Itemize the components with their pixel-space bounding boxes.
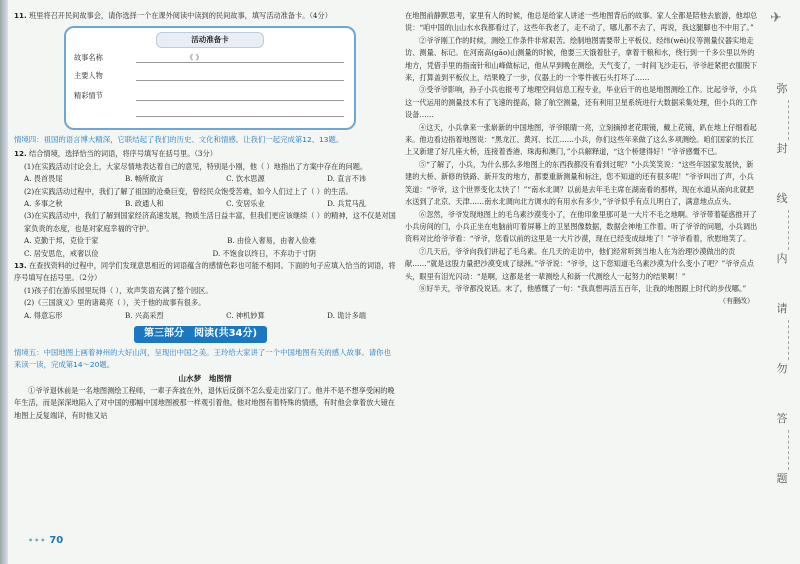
- story-paragraph-continued: 在地图前静默思考，家里有人的时候，他总是给家人讲述一些地图背后的故事。家人全都是陪他去旅游，他却总说：“咱中国的山山水水我都看过了，这些年我老了，走不动了，哪儿都不去了，再说，我这腿脚也不中用了。”: [405, 11, 758, 33]
- option: A. 克勤于邦，克俭于家: [24, 236, 99, 246]
- card-label-plot: 精彩情节: [74, 91, 103, 101]
- question-13: 13. 在查找资料的过程中，同学们发现意思相近的词语蕴含的感情色彩也可能不相同。下面的句子应填入恰当的词语，将序号填写在括号里。（2分）: [14, 261, 396, 283]
- seal-char: 题: [776, 472, 788, 485]
- option: C. 饮水思源: [226, 174, 265, 184]
- option: A. 畏首畏尾: [24, 174, 63, 184]
- seal-dash: [788, 430, 790, 470]
- option: B. 政通人和: [125, 199, 164, 209]
- story-paragraph-8: ⑧好半天，爷爷都没说话。末了，他感慨了一句：“我真想再活五百年，让我的地图跟上时代的步伐哪。”: [419, 283, 747, 293]
- seal-dash: [788, 100, 790, 140]
- option: A. 得意忘形: [24, 310, 63, 320]
- seal-char: 内: [776, 252, 788, 265]
- plot-line-2[interactable]: [136, 116, 344, 117]
- q12-options-2: [14, 198, 396, 210]
- option: A. 多事之秋: [24, 199, 63, 209]
- seal-line-sidebar: [770, 60, 794, 500]
- q13-options: [14, 310, 396, 322]
- context-4: 情境四：祖国的语言博大精深，它联结起了我们的历史、文化和情感。让我们一起完成第12、13题。: [14, 135, 344, 145]
- card-title: 活动准备卡: [156, 32, 264, 48]
- q12-sentence-3: (3)在实践活动中，我们了解到国家经济高速发展，物质生活日益丰富，但我们更应该继续（ ）的精神，这不仅是对国家负责的态度，也是对家庭幸福的守护。: [24, 211, 396, 233]
- seal-char: 答: [776, 412, 788, 425]
- q12-options-1: [14, 173, 396, 185]
- seal-dash: [788, 320, 790, 360]
- seal-char: 弥: [776, 82, 788, 95]
- option: B. 由俭入奢易，由奢入俭难: [227, 236, 316, 246]
- question-11: 11. 班里将召开民间故事会，请你选择一个在课外阅读中读到的民间故事，填写活动准备卡。（4分）: [14, 11, 332, 20]
- right-column: [405, 10, 760, 308]
- story-paragraph-2: ②爷爷刚工作的时候，测绘工作条件非常艰苦。绘制地图需要带上平板仪、经纬(wěi)仪等测量仪器实地走访、测量、标记。在河南高(gāo)山测量的时候，他要三天饿着肚子，拿着干粮和水，绕行到一千多公里以外的地方，凭借手里的指南针和山峰做标记，他从早到晚在测绘，天气变了，一时间飞沙走石，爷爷赶紧把衣服脱下来，打算盖到平板仪上，结果晚了一步，仪器上的一个零件被石头打坏了……: [405, 35, 758, 83]
- activity-card: [64, 26, 356, 130]
- source-note: （有删改）: [719, 297, 754, 306]
- option: C. 神机妙算: [226, 310, 265, 320]
- option: D. 直言不讳: [327, 174, 366, 184]
- q13-sentence-2: (2)《三国演义》里的诸葛亮（ ），关于他的故事有很多。: [24, 298, 206, 308]
- binding-edge: [0, 0, 8, 564]
- card-story-name-brackets: 《 》: [186, 53, 203, 63]
- q12-sentence-2: (2)在实践活动过程中，我们了解了祖国的沧桑巨变，曾经民众饱受苦难，如今人们过上了（ ）的生活。: [24, 186, 353, 196]
- page-number: ••• 70: [28, 535, 64, 546]
- story-paragraph-3: ③受爷爷影响，孙子小兵也报考了地理空间信息工程专业，毕业后干的也是地图测绘工作。比起爷爷，小兵这一代运用的测量技术有了飞速的提高，除了航空测量，还有利用卫星系统进行大数据采集处理，但小兵的工作设备……: [405, 85, 758, 120]
- option: D. 兵荒马乱: [327, 199, 366, 209]
- q12-options-3b: [14, 248, 396, 260]
- main-characters-line[interactable]: [136, 80, 344, 81]
- story-paragraph-4: ④这天，小兵拿来一张崭新的中国地图，爷爷眼睛一亮，立刻摘掉老花眼镜，戴上花镜，趴在地上仔细看起来。他边看边指着地图说：“黑龙江、黄河、长江……小兵，你们这些年来做了这么多项测绘。咱们国家的长江上又新建了好几座大桥，连接着香港、珠海和澳门，”小兵解释道，“这个桥建得好！”爷爷感慨不已。: [405, 122, 757, 157]
- option: C. 安居乐业: [226, 199, 265, 209]
- q12-options-3a: [14, 235, 396, 247]
- story-paragraph-1: ①爷爷退休前是一名地图测绘工程师，一辈子奔波在外，退休后反倒不怎么爱走出家门了。他并不是不想享受闲的晚年生活，而是深深地陷入了对中国的那幅中国地图被那一样观引着他。他对地图有着特殊的情感，有时他会拿着放大镜在地图上反复端详，有时他又站: [14, 385, 395, 420]
- left-column: [14, 10, 396, 422]
- option: C. 居安思危，戒奢以俭: [24, 248, 99, 258]
- option: B. 畅所欲言: [125, 174, 164, 184]
- story-name-line[interactable]: [136, 62, 344, 63]
- card-label-story-name: 故事名称: [74, 53, 103, 63]
- context-5: 情境五：中国地图上画着神州的大好山河，呈现出中国之美。王玲给大家讲了一个中国地图有关的感人故事。请你也来读一读，完成第14～20题。: [14, 347, 391, 369]
- story-paragraph-5: ⑤“了解了，小兵，为什么那么多地图上的东西我都没有看到过呢？”小兵笑笑说：“这些年国家发展快，新建的大桥、新修的铁路、新开发的地方，都要重新测量和标注，您不知道的还有很多呢！”爷爷叫出了声，小兵笑道：“爷爷，这个世界变化太快了！”“南水北调？以前是去年毛主席在湖南看的那样，现在水道从南向北就把水送到了北京、天津……南水北调向北方调水的有用水有多少，”爷爷似乎有点儿明白了，满意地点点头。: [405, 159, 754, 207]
- page-dots-decoration: •••: [28, 536, 47, 545]
- card-label-main-characters: 主要人物: [74, 71, 103, 81]
- story-paragraph-7: ⑦几天后，爷爷向我们讲起了毛乌素。在几天的走访中，他们经常听到当地人在为治理沙漠做出的贡献……“就是这股力量把沙漠变成了绿洲。”爷爷说：“爷爷，这下您知道毛乌素沙漠为什么变小了吧？”爷爷点点头，眼里有泪光闪动：“是啊，这都是老一辈测绘人和新一代测绘人一起努力的结果啊！”: [405, 246, 754, 281]
- seal-char: 封: [776, 142, 788, 155]
- section-3-banner: 第三部分 阅读(共34分): [134, 326, 267, 342]
- option: D. 不饱食以终日，不弃功于寸阴: [212, 248, 316, 258]
- seal-char: 勿: [776, 362, 788, 375]
- plot-line-1[interactable]: [136, 100, 344, 101]
- question-12: 12. 结合情境，选择恰当的词语，将序号填写在括号里。（3分）: [14, 149, 217, 159]
- seal-char: 请: [776, 302, 788, 315]
- rocket-icon: ✈: [770, 10, 782, 26]
- q12-sentence-1: (1)在实践活动讨论会上，大家尽情地表达着自己的意见，特别是小刚，他（ ）地指出了方案中存在的问题。: [24, 161, 368, 171]
- option: B. 兴高采烈: [125, 310, 164, 320]
- q13-sentence-1: (1)孩子们在游乐园里玩得（ ），欢声笑语充满了整个园区。: [24, 285, 213, 295]
- story-paragraph-6: ⑥忽然，爷爷发现地图上的毛乌素沙漠变小了，在他印象里那可是一大片不毛之地啊。爷爷带着疑惑推开了小兵房间的门，小兵正坐在电脑前叮着屏幕上的卫星图像数据，数据会神地工作着。听了爷爷的问题，小兵调出资料对比给爷爷看：“爷爷，您看以前的这里是一大片沙漠，现在已经变成绿地了！”爷爷看着，欣慰地笑了。: [405, 209, 758, 244]
- option: D. 诡计多端: [327, 310, 366, 320]
- seal-dash: [788, 210, 790, 250]
- story-title: 山水梦 地图情: [178, 373, 232, 383]
- seal-char: 线: [776, 192, 788, 205]
